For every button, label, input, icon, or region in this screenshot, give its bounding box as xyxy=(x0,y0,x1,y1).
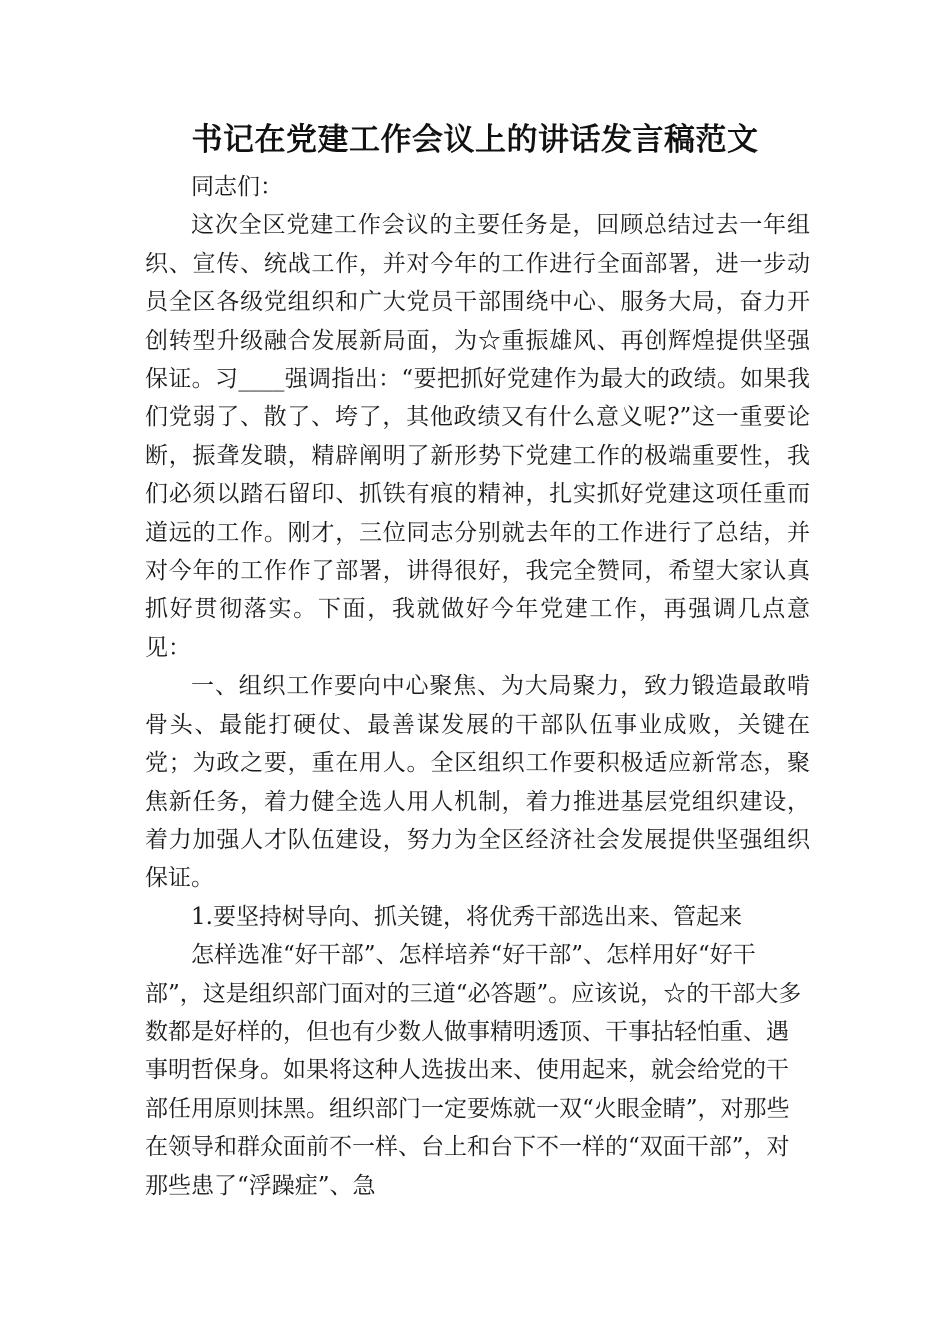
paragraph-section-1-body: 怎样选准“好干部”、怎样培养“好干部”、怎样用好“好干部”，这是组织部门面对的三道“必答题”。应该说，☆的干部大多数都是好样的，但也有少数人做事精明透顶、干事拈轻怕重、遇事明哲保身。如果将这种人选拔出来、使用起来，就会给党的干部任用原则抹黑。组织部门一定要炼就一双“火眼金睛”，对那些在领导和群众面前不一样、台上和台下不一样的“双面干部”，对那些患了“浮躁症”、急 xyxy=(145,942,802,1199)
paragraph-subheading-1: 1.要坚持树导向、抓关键，将优秀干部选出来、管起来 xyxy=(191,903,742,930)
paragraph-section-1: 一、组织工作要向中心聚焦、为大局聚力，致力锻造最敢啃骨头、最能打硬仗、最善谋发展的干部队伍事业成败，关键在党；为政之要，重在用人。全区组织工作要积极适应新常态，聚焦新任务，着力健全选人用人机制，着力推进基层党组织建设，着力加强人才队伍建设，努力为全区经济社会发展提供坚强组织保证。 xyxy=(145,673,810,892)
document-body xyxy=(145,168,810,1205)
paragraph-intro: 这次全区党建工作会议的主要任务是，回顾总结过去一年组织、宣传、统战工作，并对今年的工作进行全面部署，进一步动员全区各级党组织和广大党员干部围绕中心、服务大局，奋力开创转型升级融合发展新局面，为☆重振雄风、再创辉煌提供坚强保证。习____强调指出：“要把抓好党建作为最大的政绩。如果我们党弱了、散了、垮了，其他政绩又有什么意义呢?”这一重要论断，振聋发聩，精辟阐明了新形势下党建工作的极端重要性，我们必须以踏石留印、抓铁有痕的精神，扎实抓好党建这项任重而道远的工作。刚才，三位同志分别就去年的工作进行了总结，并对今年的工作作了部署，讲得很好，我完全赞同，希望大家认真抓好贯彻落实。下面，我就做好今年党建工作，再强调几点意见： xyxy=(145,212,810,661)
document-title: 书记在党建工作会议上的讲话发言稿范文 xyxy=(191,122,759,158)
paragraph-salutation: 同志们： xyxy=(191,174,283,200)
